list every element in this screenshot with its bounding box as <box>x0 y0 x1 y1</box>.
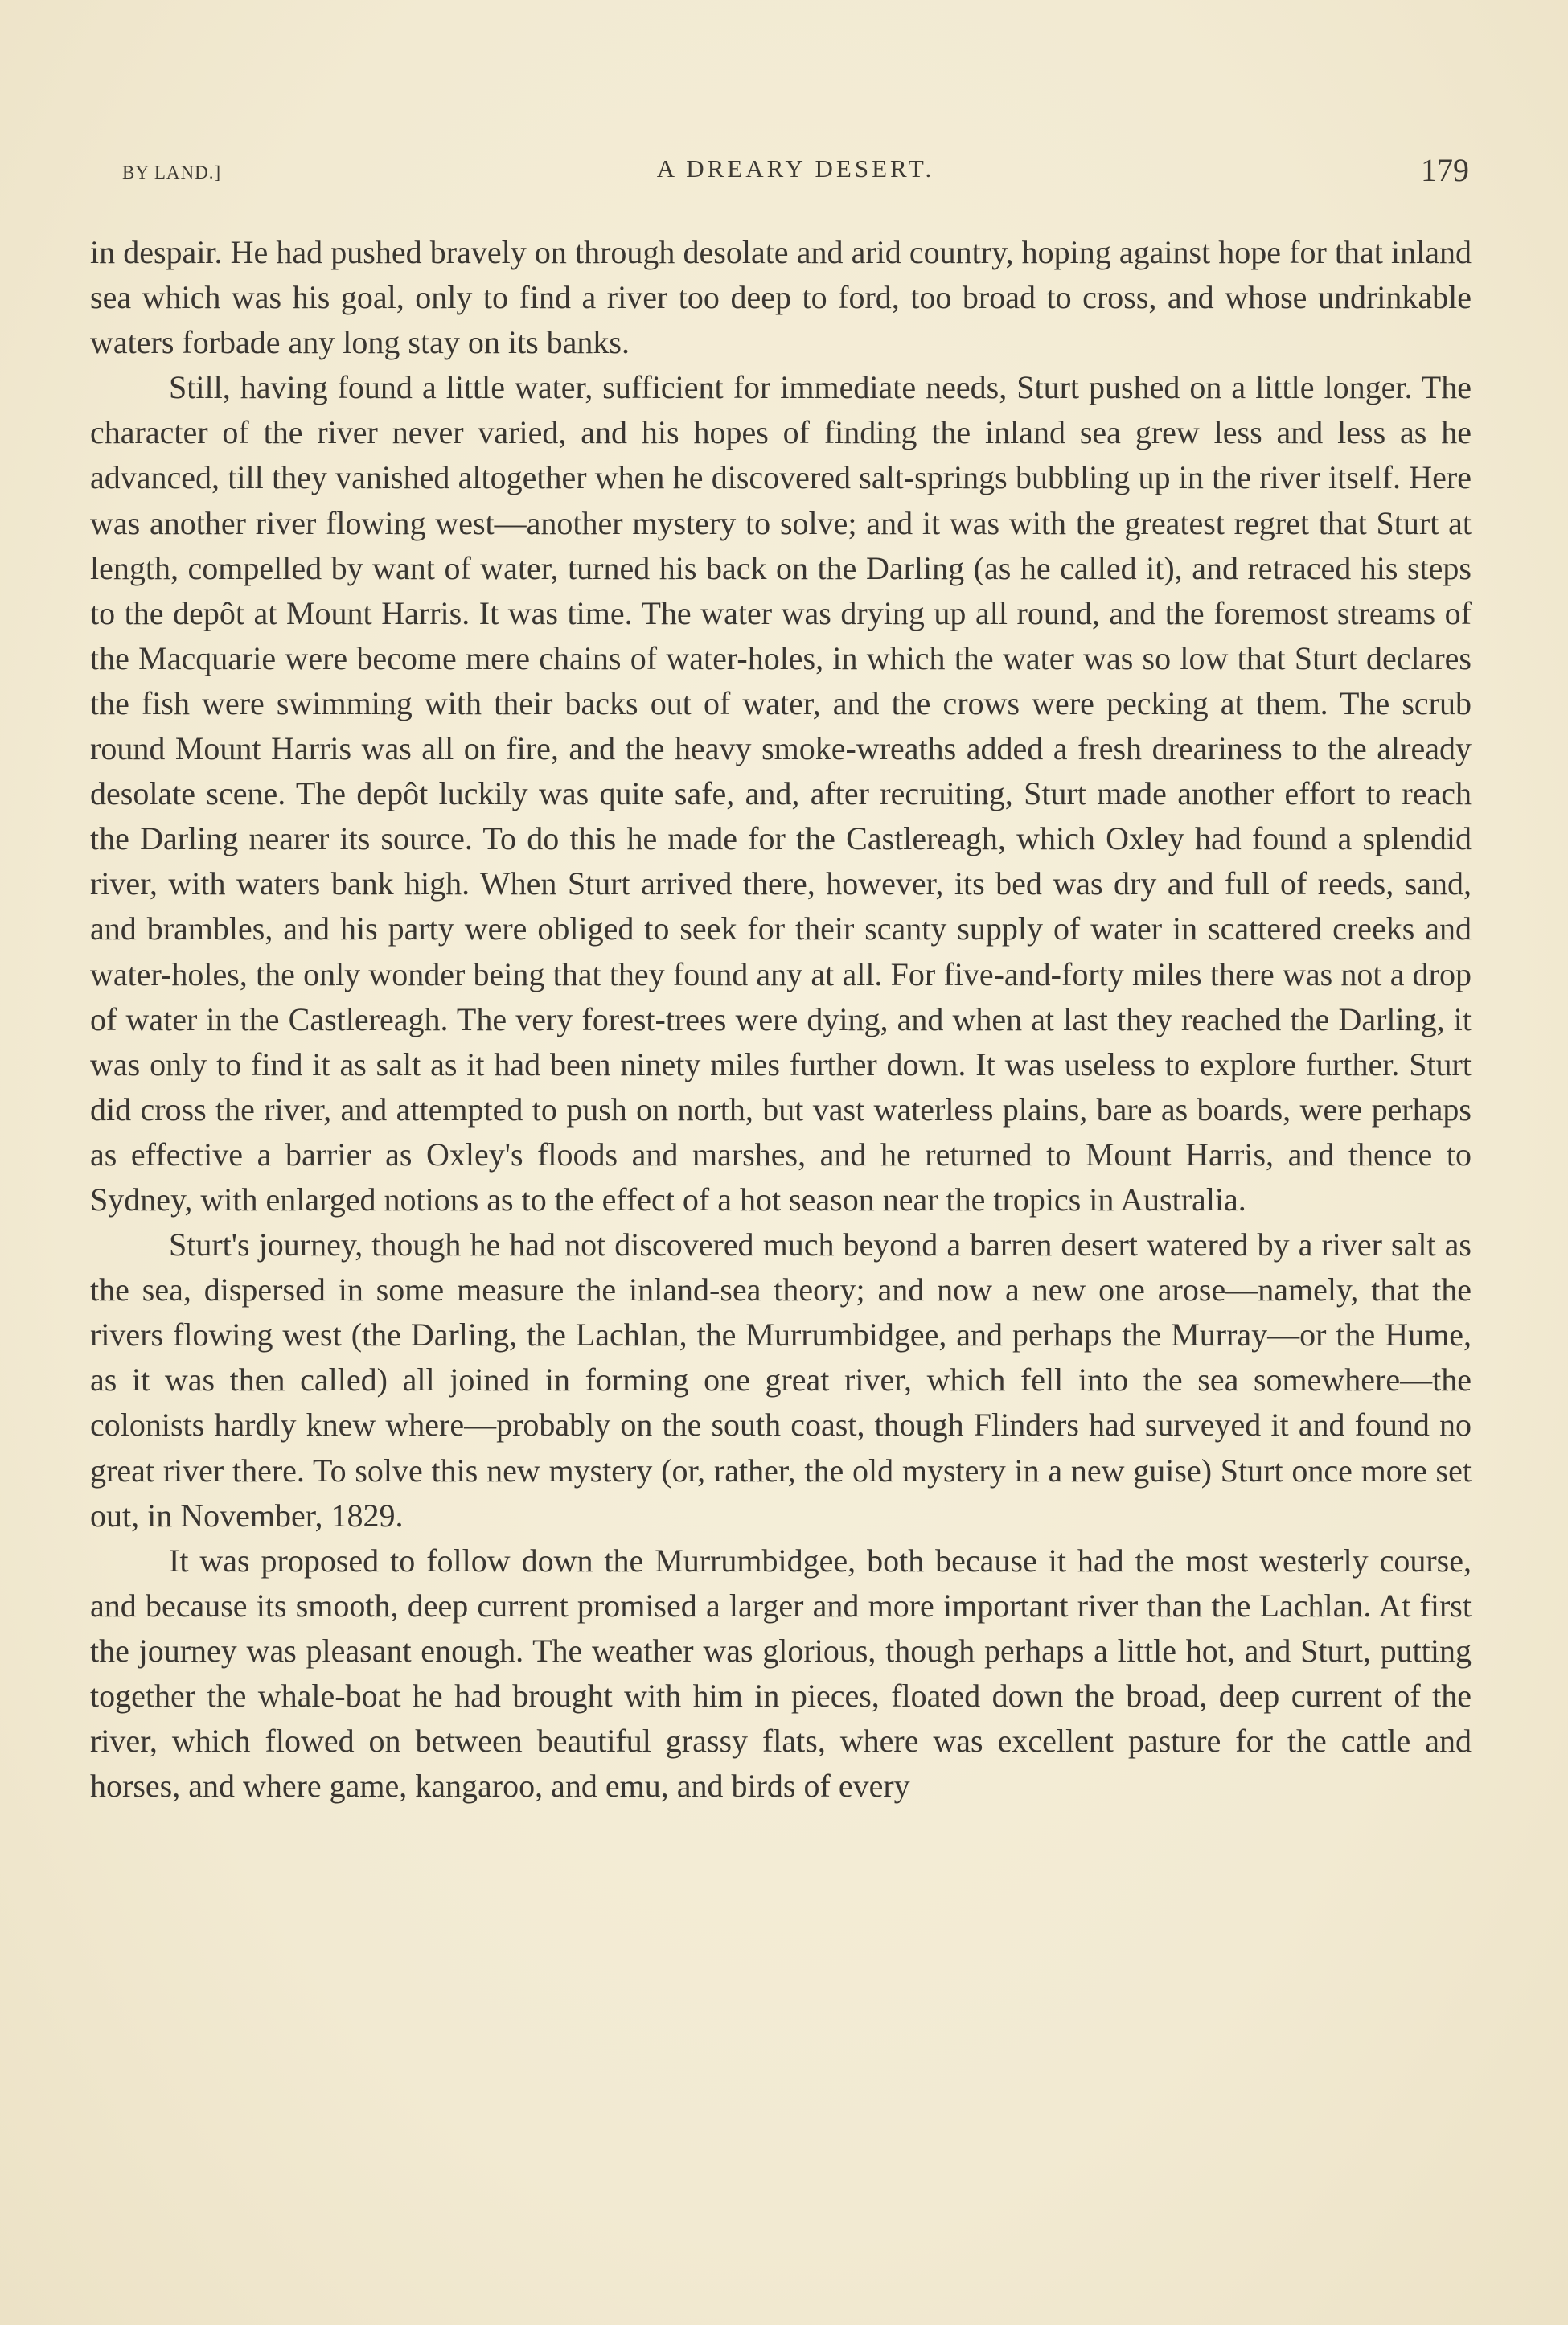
running-head-title: A DREARY DESERT. <box>656 154 935 183</box>
paragraph-continued: in despair. He had pushed bravely on through desolate and arid country, hoping against hope for that inland sea which was his goal, only to find a river too deep to ford, too broad to cross, and whose undrinkable waters forbade any long stay on its banks. <box>90 234 1472 361</box>
page-number: 179 <box>1421 152 1469 188</box>
running-head <box>122 151 1469 191</box>
paragraph: It was proposed to follow down the Murrumbidgee, both because it had the most westerly course, and because its smooth, deep current promised a larger and more important river than the Lachlan. At first the journey was pleasant enough. The weather was glorious, though perhaps a little hot, and Sturt, putting together the whale-boat he had brought with him in pieces, floated down the broad, deep current of the river, which flowed on between beautiful grassy flats, where was excellent pasture for the cattle and horses, and where game, kangaroo, and emu, and birds of every <box>90 1542 1472 1805</box>
paragraph: Still, having found a little water, sufficient for immediate needs, Sturt pushed on a little longer. The character of the river never varied, and his hopes of finding the inland sea grew less and less as he advanced, till they vanished altogether when he discovered salt-springs bubbling up in the river itself. Here was another river flowing west—another mystery to solve; and it was with the greatest regret that Sturt at length, compelled by want of water, turned his back on the Darling (as he called it), and retraced his steps to the depôt at Mount Harris. It was time. The water was drying up all round, and the foremost streams of the Macquarie were become mere chains of water-holes, in which the water was so low that Sturt declares the fish were swimming with their backs out of water, and the crows were pecking at them. The scrub round Mount Harris was all on fire, and the heavy smoke-wreaths added a fresh dreariness to the already desolate scene. The depôt luckily was quite safe, and, after recruiting, Sturt made another effort to reach the Darling nearer its source. To do this he made for the Castlereagh, which Oxley had found a splendid river, with waters bank high. When Sturt arrived there, however, its bed was dry and full of reeds, sand, and brambles, and his party were obliged to seek for their scanty supply of water in scattered creeks and water-holes, the only wonder being that they found any at all. For five-and-forty miles there was not a drop of water in the Castlereagh. The very forest-trees were dying, and when at last they reached the Darling, it was only to find it as salt as it had been ninety miles further down. It was useless to explore further. Sturt did cross the river, and attempted to push on north, but vast waterless plains, bare as boards, were perhaps as effective a barrier as Oxley's floods and marshes, and he returned to Mount Harris, and thence to Sydney, with enlarged notions as to the effect of a hot season near the tropics in Australia. <box>90 369 1472 1218</box>
paragraph: Sturt's journey, though he had not discovered much beyond a barren desert watered by a river salt as the sea, dispersed in some measure the inland-sea theory; and now a new one arose—namely, that the rivers flowing west (the Darling, the Lachlan, the Murrumbidgee, and perhaps the Murray—or the Hume, as it was then called) all joined in forming one great river, which fell into the sea somewhere—the colonists hardly knew where—probably on the south coast, though Flinders had surveyed it and found no great river there. To solve this new mystery (or, rather, the old mystery in a new guise) Sturt once more set out, in November, 1829. <box>90 1226 1472 1534</box>
body-text <box>90 230 1472 1809</box>
running-head-left: BY LAND.] <box>122 162 222 183</box>
